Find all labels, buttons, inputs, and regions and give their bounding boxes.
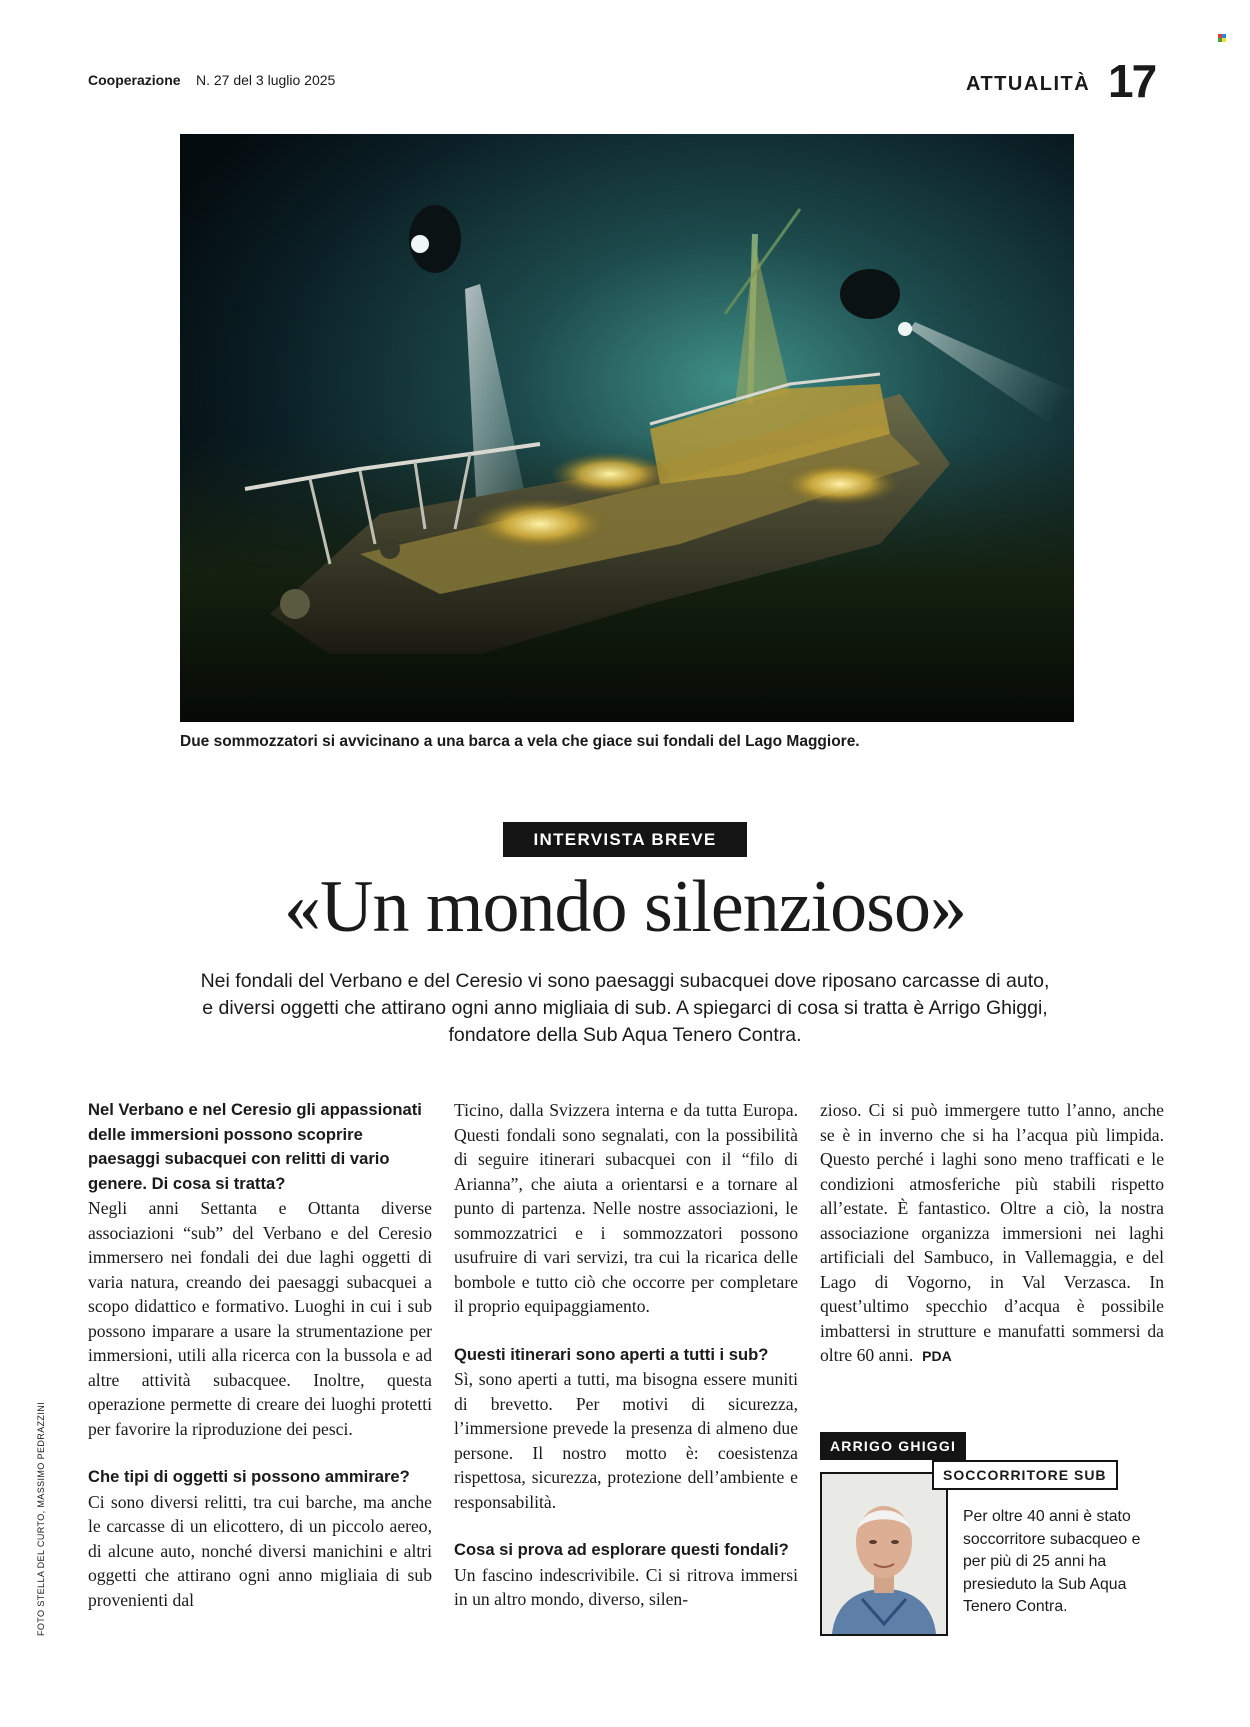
- question-3: Questi itinerari sono aperti a tutti i sub?: [454, 1344, 769, 1364]
- photo-caption: Due sommozzatori si avvicinano a una barca a vela che giace sui fondali del Lago Maggiore.: [180, 733, 860, 750]
- article-lead: Nei fondali del Verbano e del Ceresio vi sono paesaggi subacquei dove riposano carcasse di auto, e diversi oggetti che attirano ogni anno migliaia di sub. A spiegarci di cosa si tratta è Arrigo Ghiggi, fondatore della Sub Aqua Tenero Contra.: [200, 970, 1050, 1046]
- answer-2-continued: Ticino, dalla Svizzera interna e da tutta Europa. Questi fondali sono segnalati, con la possibilità di seguire itinerari subacquei con il “filo di Arianna”, che aiuta a orientarsi e a tornare al punto di partenza. Nelle nostre associazioni, le sommozzatrici e i sommozzatori possono usufruire di vari servizi, tra cui la ricarica delle bombole e tutto ciò che occorre per completare il proprio equipaggiamento.: [454, 1100, 798, 1316]
- article-column-2: [454, 1098, 798, 1612]
- article-kicker: INTERVISTA BREVE: [503, 822, 747, 857]
- bio-name: ARRIGO GHIGGI: [820, 1432, 966, 1460]
- answer-3: Sì, sono aperti a tutti, ma bisogna essere muniti di brevetto. Per motivi di sicurezza, l’immersione prevede la presenza di almeno due persone. Il nostro motto è: coesistenza rispettosa, sicurezza, protezione dell’ambiente e responsabilità.: [454, 1369, 798, 1512]
- author-signature: PDA: [922, 1348, 952, 1364]
- question-1: Nel Verbano e nel Ceresio gli appassionati delle immersioni possono scoprire paesaggi subacquei con relitti di vario genere. Di cosa si tratta?: [88, 1100, 422, 1193]
- answer-1: Negli anni Settanta e Ottanta diverse associazioni “sub” del Verbano e del Ceresio immersero nei fondali dei due laghi oggetti di varia natura, creando dei paesaggi subacquei a scopo didattico e formativo. Luoghi in cui i sub possono imparare a usare la strumentazione per immersioni, utili alla ricerca con la bussola e ad altre attività subacquee. Inoltre, questa operazione permette di creare dei luoghi protetti per favorire la riproduzione dei pesci.: [88, 1198, 432, 1439]
- question-2: Che tipi di oggetti si possono ammirare?: [88, 1467, 410, 1486]
- registration-mark-icon: [1218, 34, 1226, 42]
- photo-credit: FOTO STELLA DEL CURTO, MASSIMO PEDRAZZINI: [36, 1401, 46, 1636]
- question-4: Cosa si prova ad esplorare questi fondali?: [454, 1540, 789, 1559]
- answer-4-part: Un fascino indescrivibile. Ci si ritrova immersi in un altro mondo, diverso, silen-: [454, 1564, 798, 1609]
- issue-info: N. 27 del 3 luglio 2025: [196, 72, 336, 88]
- bio-role: SOCCORRITORE SUB: [932, 1460, 1118, 1490]
- article-title: «Un mondo silenzioso»: [284, 866, 966, 948]
- bio-text: Per oltre 40 anni è stato soccorritore subacqueo e per più di 25 anni ha presieduto la Sub Aqua Tenero Contra.: [963, 1508, 1141, 1615]
- article-column-3: [820, 1098, 1164, 1369]
- publication-name: Cooperazione: [88, 72, 181, 88]
- answer-4-continued: zioso. Ci si può immergere tutto l’anno, anche se è in inverno che si ha l’acqua più limpida. Questo perché i laghi sono meno trafficati e le condizioni atmosferiche più stabili rispetto all’estate. È fantastico. Oltre a ciò, la nostra associazione organizza immersioni nei laghi artificiali del Sambuco, in Vallemaggia, e del Lago di Vogorno, in Val Verzasca. In quest’ultimo specchio d’acqua è possibile imbattersi in strutture e manufatti sommersi da oltre 60 anni.: [820, 1100, 1164, 1365]
- answer-2-part: Ci sono diversi relitti, tra cui barche, ma anche le carcasse di un elicottero, di un piccolo aereo, di alcune auto, nonché diversi manichini e altri oggetti che attirano ogni anno migliaia di sub provenienti dal: [88, 1491, 432, 1610]
- article-column-1: [88, 1098, 432, 1612]
- portrait-photo: [820, 1472, 948, 1636]
- shipwreck-photo: [180, 134, 1074, 722]
- section-label: ATTUALITÀ: [966, 73, 1091, 95]
- page-number: 17: [1108, 55, 1156, 107]
